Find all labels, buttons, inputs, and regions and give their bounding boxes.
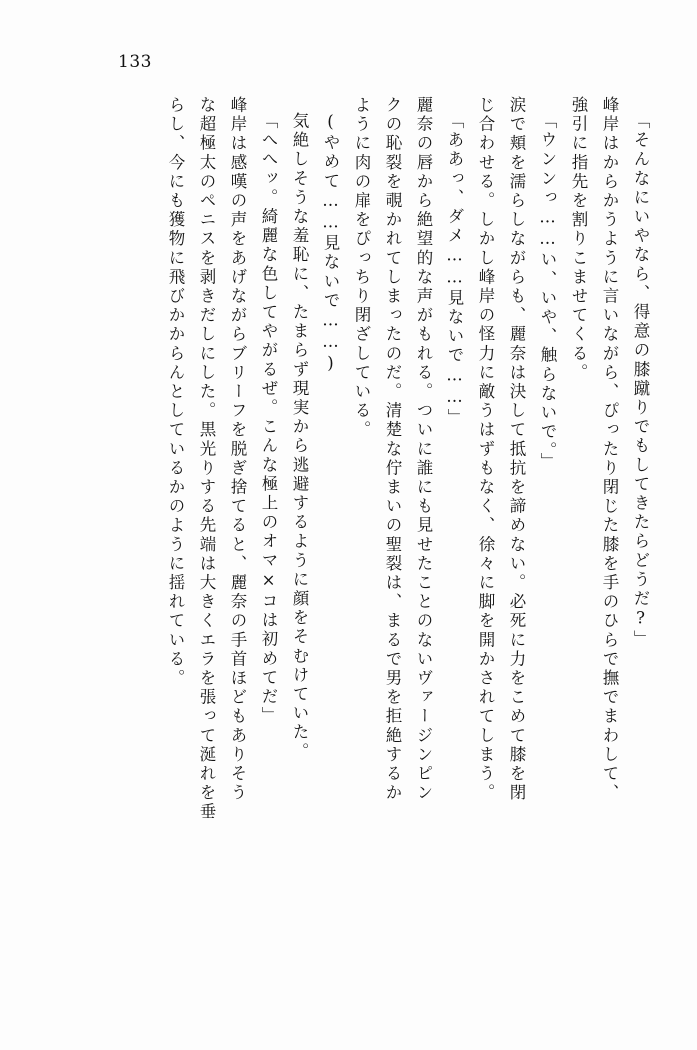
page-number: 133 xyxy=(118,52,152,72)
text-line: な超極太のペニスを剥きだしにした。黒光りする先端は大きくエラを張って涎れを垂 xyxy=(197,96,216,822)
text-line: 涙で頬を濡らしながらも、麗奈は決して抵抗を諦めない。必死に力をこめて膝を閉 xyxy=(507,96,526,803)
text-line: ように肉の扉をぴっちり閉ざしている。 xyxy=(352,96,371,440)
text-line: 峰岸はからかうように言いながら、ぴったり閉じた膝を手のひらで撫でまわして、 xyxy=(600,96,619,803)
text-line: 峰岸は感嘆の声をあげながらブリーフを脱ぎ捨てると、麗奈の手首ほどもありそう xyxy=(228,96,247,803)
text-line: 「へへッ。綺麗な色してやがるぜ。こんな極上のオマ×コは初めてだ」 xyxy=(259,112,278,726)
text-line: 「そんなにいやなら、得意の膝蹴りでもしてきたらどうだ?」 xyxy=(631,112,650,650)
text-line: じ合わせる。しかし峰岸の怪力に敵うはずもなく、徐々に脚を開かされてしまう。 xyxy=(476,96,495,803)
vertical-text-body xyxy=(60,96,648,986)
text-line: らし、今にも獲物に飛びかからんとしているかのように揺れている。 xyxy=(166,96,185,689)
text-line: (やめて……見ないで……) xyxy=(321,112,340,376)
text-line: 「ウンンっ……い、いや、触らないで。」 xyxy=(538,112,557,472)
text-line: 気絶しそうな羞恥に、たまらず現実から逃避するように顔をそむけていた。 xyxy=(290,112,309,762)
text-line: 「ああっ、ダメ……見ないで……」 xyxy=(445,112,464,428)
text-line: 麗奈の唇から絶望的な声がもれる。ついに誰にも見せたことのないヴァージンピン xyxy=(414,96,433,803)
text-line: クの恥裂を覗かれてしまったのだ。清楚な佇まいの聖裂は、まるで男を拒絶するか xyxy=(383,96,402,803)
text-line: 強引に指先を割りこませてくる。 xyxy=(569,96,588,383)
